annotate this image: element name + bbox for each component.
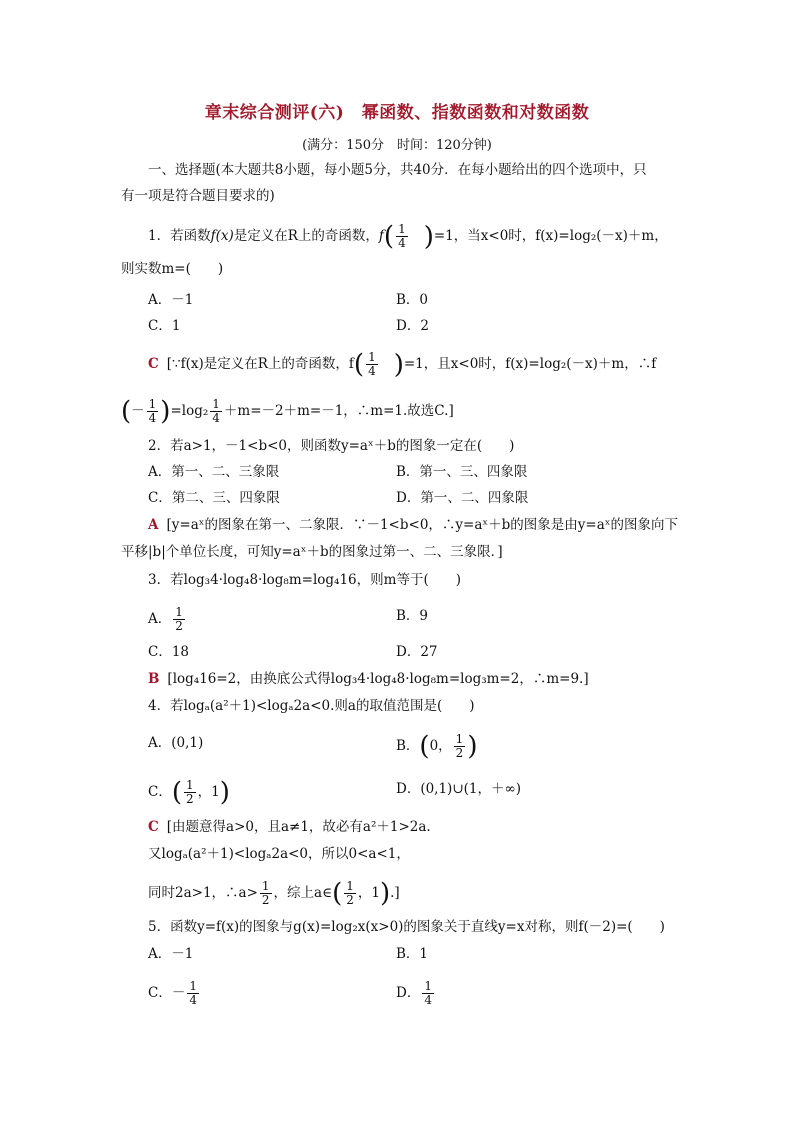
q3-option-d: D．27 <box>396 644 438 660</box>
q4-answer-letter: C <box>148 819 159 835</box>
q4-option-d: D．(0,1)∪(1，＋∞) <box>396 781 522 797</box>
q5-option-b: B．1 <box>396 946 429 962</box>
q5-option-d: D． $\frac{1}{4}$ <box>396 979 432 1007</box>
q1-stem-line-2: 则实数m=( ) <box>121 261 224 277</box>
q2-option-b: B．第一、三、四象限 <box>396 464 528 480</box>
q3-answer-letter: B <box>148 671 160 687</box>
q2-stem: 2．若a>1，－1<b<0，则函数y=aˣ＋b的图象一定在( ) <box>148 438 515 454</box>
q3-stem: 3．若log₃4·log₄8·log₈m=log₄16，则m等于( ) <box>148 572 461 588</box>
q2-answer-letter: A <box>148 517 159 533</box>
q5-option-a: A．－1 <box>148 946 194 962</box>
q1-fraction: $\frac{1}{4}$ <box>398 222 406 250</box>
section-intro-line-2: 有一项是符合题目要求的) <box>121 188 275 204</box>
q4-option-b: B．(0， $\frac{1}{2}$ ) <box>396 731 478 762</box>
q2-option-c: C．第二、三、四象限 <box>148 490 280 506</box>
q2-option-a: A．第一、二、三象限 <box>148 464 280 480</box>
page-subtitle: (满分：150分 时间：120分钟) <box>302 138 492 153</box>
q2-solution-line-2: 平移|b|个单位长度，可知y=aˣ＋b的图象过第一、二、三象限．] <box>121 544 503 560</box>
q4-solution-line-2: 又logₐ(a²＋1)<logₐ2a<0，所以0<a<1， <box>148 846 410 862</box>
q3-option-a: A． $\frac{1}{2}$ <box>148 605 183 633</box>
q2-solution-line-1: A [y=aˣ的图象在第一、二象限．∵－1<b<0，∴y=aˣ＋b的图象是由y=aˣ的图象向下 <box>148 517 678 533</box>
q4-option-c: C．( $\frac{1}{2}$ ，1) <box>148 777 230 808</box>
section-intro-line-1: 一、选择题(本大题共8小题，每小题5分，共40分．在每小题给出的四个选项中，只 <box>148 162 647 178</box>
q3-solution: B [log₄16=2，由换底公式得log₃4·log₄8·log₈m=log₃m=2，∴m=9.] <box>148 671 589 687</box>
q5-stem: 5．函数y=f(x)的图象与g(x)=log₂x(x>0)的图象关于直线y=x对称，则f(－2)=( ) <box>148 919 665 935</box>
q4-solution-line-1: C [由题意得a>0，且a≠1，故必有a²＋1>2a. <box>148 819 431 835</box>
q3-option-c: C．18 <box>148 644 190 660</box>
q1-solution-line-1: C [∵f(x)是定义在R上的奇函数，f( $\frac{1}{4}$ )=1，且x<0时，f(x)=log₂(－x)＋m，∴f <box>148 349 657 380</box>
q1-option-a: A．－1 <box>148 292 194 308</box>
q5-option-c: C．－ $\frac{1}{4}$ <box>148 979 197 1007</box>
q1-solution-line-2: (－ $\frac{1}{4}$ )=log₂ $\frac{1}{4}$ ＋m=－2＋m=－1，∴m=1.故选C.] <box>121 396 454 427</box>
q4-option-a: A．(0,1) <box>148 735 204 751</box>
q1-answer-letter: C <box>148 356 159 372</box>
q2-option-d: D．第一、二、四象限 <box>396 490 529 506</box>
q3-option-b: B．9 <box>396 608 429 624</box>
q1-option-c: C．1 <box>148 318 181 334</box>
q1-option-b: B．0 <box>396 292 429 308</box>
page-title: 章末综合测评(六) 幂函数、指数函数和对数函数 <box>204 103 590 123</box>
q4-stem: 4．若logₐ(a²＋1)<logₐ2a<0.则a的取值范围是( ) <box>148 698 475 714</box>
q4-solution-line-3: 同时2a>1，∴a> $\frac{1}{2}$ ，综上a∈( $\frac{1}{2}$ ，1).] <box>148 878 400 909</box>
q1-stem-line-1: 1．若函数f(x)是定义在R上的奇函数，f( $\frac{1}{4}$ )=1，当x<0时，f(x)=log₂(－x)＋m， <box>148 221 668 252</box>
q1-option-d: D．2 <box>396 318 429 334</box>
